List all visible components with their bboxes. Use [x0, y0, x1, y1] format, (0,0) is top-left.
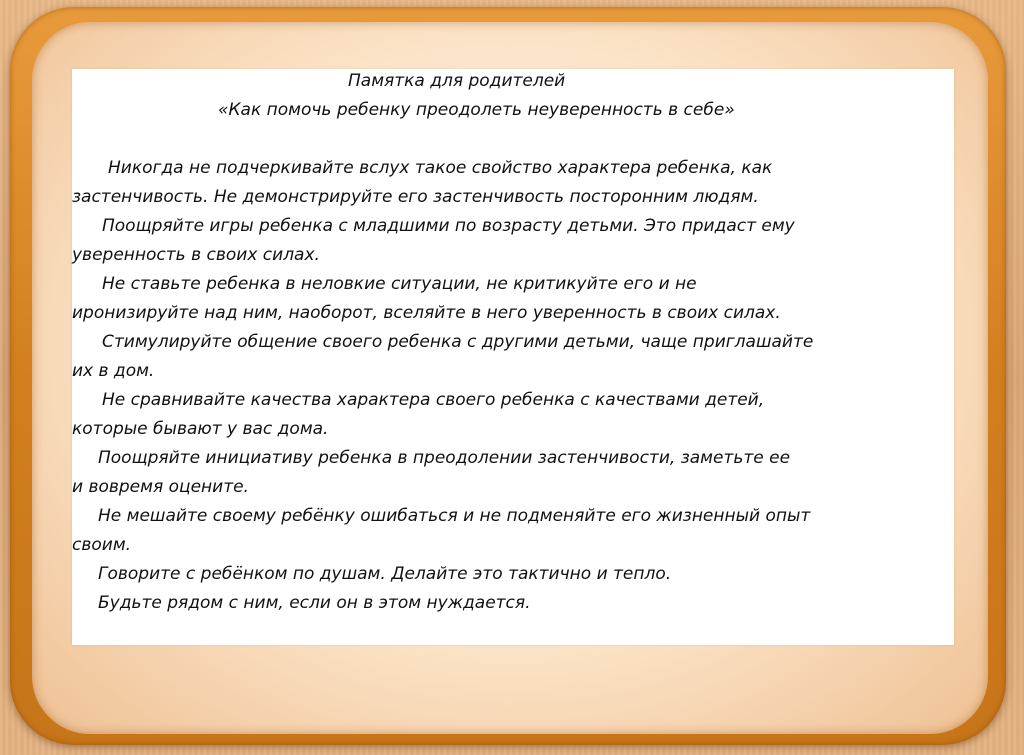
memo-line: своим.: [72, 535, 132, 555]
memo-line: Говорите с ребёнком по душам. Делайте это тактично и тепло.: [98, 564, 672, 584]
memo-line: Поощряйте инициативу ребенка в преодолении застенчивости, заметьте ее: [98, 448, 791, 468]
memo-line: и вовремя оцените.: [72, 477, 249, 497]
memo-line: Не мешайте своему ребёнку ошибаться и не подменяйте его жизненный опыт: [98, 506, 811, 526]
memo-line: Не сравнивайте качества характера своего ребенка с качествами детей,: [102, 390, 765, 410]
memo-line: Поощряйте игры ребенка с младшими по возрасту детьми. Это придаст ему: [102, 216, 795, 236]
memo-card: [72, 69, 954, 645]
memo-subtitle: «Как помочь ребенку преодолеть неуверенность в себе»: [218, 100, 735, 120]
memo-line: Стимулируйте общение своего ребенка с другими детьми, чаще приглашайте: [102, 332, 814, 352]
memo-title: Памятка для родителей: [348, 71, 566, 91]
memo-line: иронизируйте над ним, наоборот, вселяйте в него уверенность в своих силах.: [72, 303, 781, 323]
memo-line: Будьте рядом с ним, если он в этом нуждается.: [98, 593, 531, 613]
memo-line: застенчивость. Не демонстрируйте его застенчивость посторонним людям.: [72, 187, 759, 207]
memo-line: Не ставьте ребенка в неловкие ситуации, не критикуйте его и не: [102, 274, 697, 294]
memo-line: уверенность в своих силах.: [72, 245, 320, 265]
memo-line: Никогда не подчеркивайте вслух такое свойство характера ребенка, как: [108, 158, 773, 178]
memo-line: их в дом.: [72, 361, 155, 381]
memo-line: которые бывают у вас дома.: [72, 419, 329, 439]
